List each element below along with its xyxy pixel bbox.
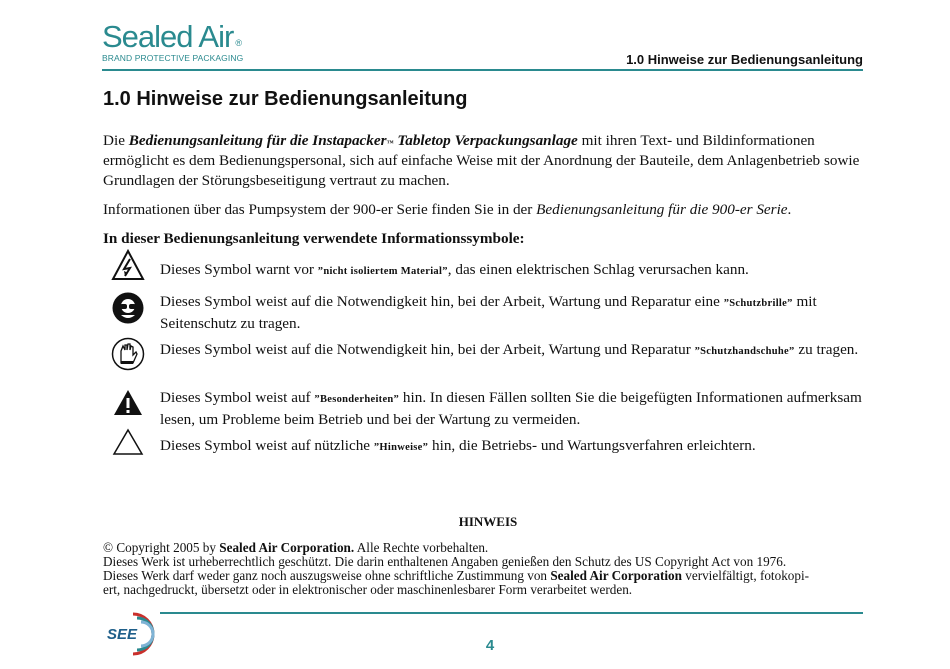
notice-line-4: ert, nachgedruckt, übersetzt oder in elektronischer oder maschinenlesbarer Form verarbeitet werden. bbox=[103, 582, 633, 597]
symbol-1-label: ”nicht isoliertem Material” bbox=[317, 266, 448, 277]
notice-l1-company: Sealed Air Corporation. bbox=[219, 540, 355, 555]
symbol-3-pre: Dieses Symbol weist auf die Notwendigkeit hin, bei der Arbeit, Wartung und Reparatur bbox=[160, 341, 695, 358]
symbol-2-pre: Dieses Symbol weist auf die Notwendigkeit hin, bei der Arbeit, Wartung und Reparatur eine bbox=[160, 293, 724, 310]
intro-lead: Die bbox=[103, 132, 129, 149]
sealed-air-logo bbox=[102, 20, 243, 63]
notice-line-2: Dieses Werk ist urheberrechtlich geschützt. Die darin enthaltenen Angaben genießen den Schutz des US Copyright Act von 1976. bbox=[103, 554, 787, 569]
safety-goggles-icon bbox=[111, 291, 145, 325]
logo-wordmark: Sealed Air bbox=[102, 19, 234, 54]
manual-title-part1: Bedienungsanleitung für die Instapacker bbox=[128, 132, 387, 149]
intro-rest: mit ihren Text- und Bildinformationen ermöglicht es dem Bedienungspersonal, sich auf einfache Weise mit der Anordnung der Bauteile, dem Anlagenbetrieb sowie Grundlagen der Störungsbeseitigung vertraut zu machen. bbox=[103, 132, 860, 189]
pump-paragraph bbox=[103, 200, 863, 220]
notice-title: HINWEIS bbox=[458, 514, 518, 529]
symbol-3-label: ”Schutzhandschuhe” bbox=[694, 346, 795, 357]
notice-l3-company: Sealed Air Corporation bbox=[550, 568, 682, 583]
caution-exclamation-icon bbox=[111, 386, 145, 420]
notice-line-1 bbox=[103, 541, 873, 555]
hint-triangle-icon bbox=[111, 425, 145, 459]
symbol-5-label: ”Hinweise” bbox=[373, 442, 429, 453]
see-logo-text: SEE bbox=[107, 626, 138, 643]
symbol-1-pre: Dieses Symbol warnt vor bbox=[160, 261, 318, 278]
notice-l3-c: vervielfältigt, fotokopi- bbox=[681, 568, 810, 583]
page-number: 4 bbox=[485, 637, 495, 654]
safety-gloves-icon bbox=[111, 337, 145, 371]
page-title: 1.0 Hinweise zur Bedienungsanleitung bbox=[103, 88, 468, 110]
notice-l1-c: Alle Rechte vorbehalten. bbox=[354, 540, 489, 555]
electric-shock-warning-icon bbox=[111, 249, 145, 283]
symbol-4-label: ”Besonderheiten” bbox=[314, 394, 400, 405]
symbol-5-post: hin, die Betriebs- und Wartungsverfahren erleichtern. bbox=[428, 437, 756, 454]
see-logo bbox=[103, 610, 161, 658]
symbol-2-label: ”Schutzbrille” bbox=[723, 298, 793, 309]
pump-end: . bbox=[787, 201, 792, 218]
notice-l3-a: Dieses Werk darf weder ganz noch auszugsweise ohne schriftliche Zustimmung von bbox=[103, 568, 551, 583]
manual-title bbox=[129, 132, 578, 149]
trademark-mark: ™ bbox=[386, 139, 394, 147]
notice-line-3 bbox=[103, 569, 873, 583]
symbols-heading: In dieser Bedienungsanleitung verwendete Informationssymbole: bbox=[103, 230, 525, 247]
symbol-4-post: hin. In diesen Fällen sollten Sie die beigefügten Informationen aufmerksam lesen, um Probleme beim Betrieb und bei der Wartung zu vermeiden. bbox=[160, 389, 862, 428]
symbol-3-post: zu tragen. bbox=[794, 341, 859, 358]
symbol-2-post: mit Seitenschutz zu tragen. bbox=[160, 293, 817, 332]
pump-text: Informationen über das Pumpsystem der 900-er Serie finden Sie in der bbox=[103, 201, 537, 218]
header-divider bbox=[102, 69, 863, 71]
symbol-1-post: , das einen elektrischen Schlag verursachen kann. bbox=[447, 261, 749, 278]
copyright-notice bbox=[103, 541, 873, 597]
symbol-4-pre: Dieses Symbol weist auf bbox=[160, 389, 315, 406]
intro-paragraph bbox=[103, 131, 863, 191]
running-header: 1.0 Hinweise zur Bedienungsanleitung bbox=[626, 52, 863, 67]
notice-l1-a: © Copyright 2005 by bbox=[103, 540, 220, 555]
footer-divider bbox=[160, 612, 863, 614]
symbol-5-pre: Dieses Symbol weist auf nützliche bbox=[160, 437, 374, 454]
pump-manual-reference: Bedienungsanleitung für die 900-er Serie bbox=[536, 201, 788, 218]
logo-tagline: BRAND PROTECTIVE PACKAGING bbox=[102, 53, 244, 63]
manual-title-part2: Tabletop Verpackungsanlage bbox=[393, 132, 578, 149]
registered-mark: ® bbox=[235, 38, 241, 48]
